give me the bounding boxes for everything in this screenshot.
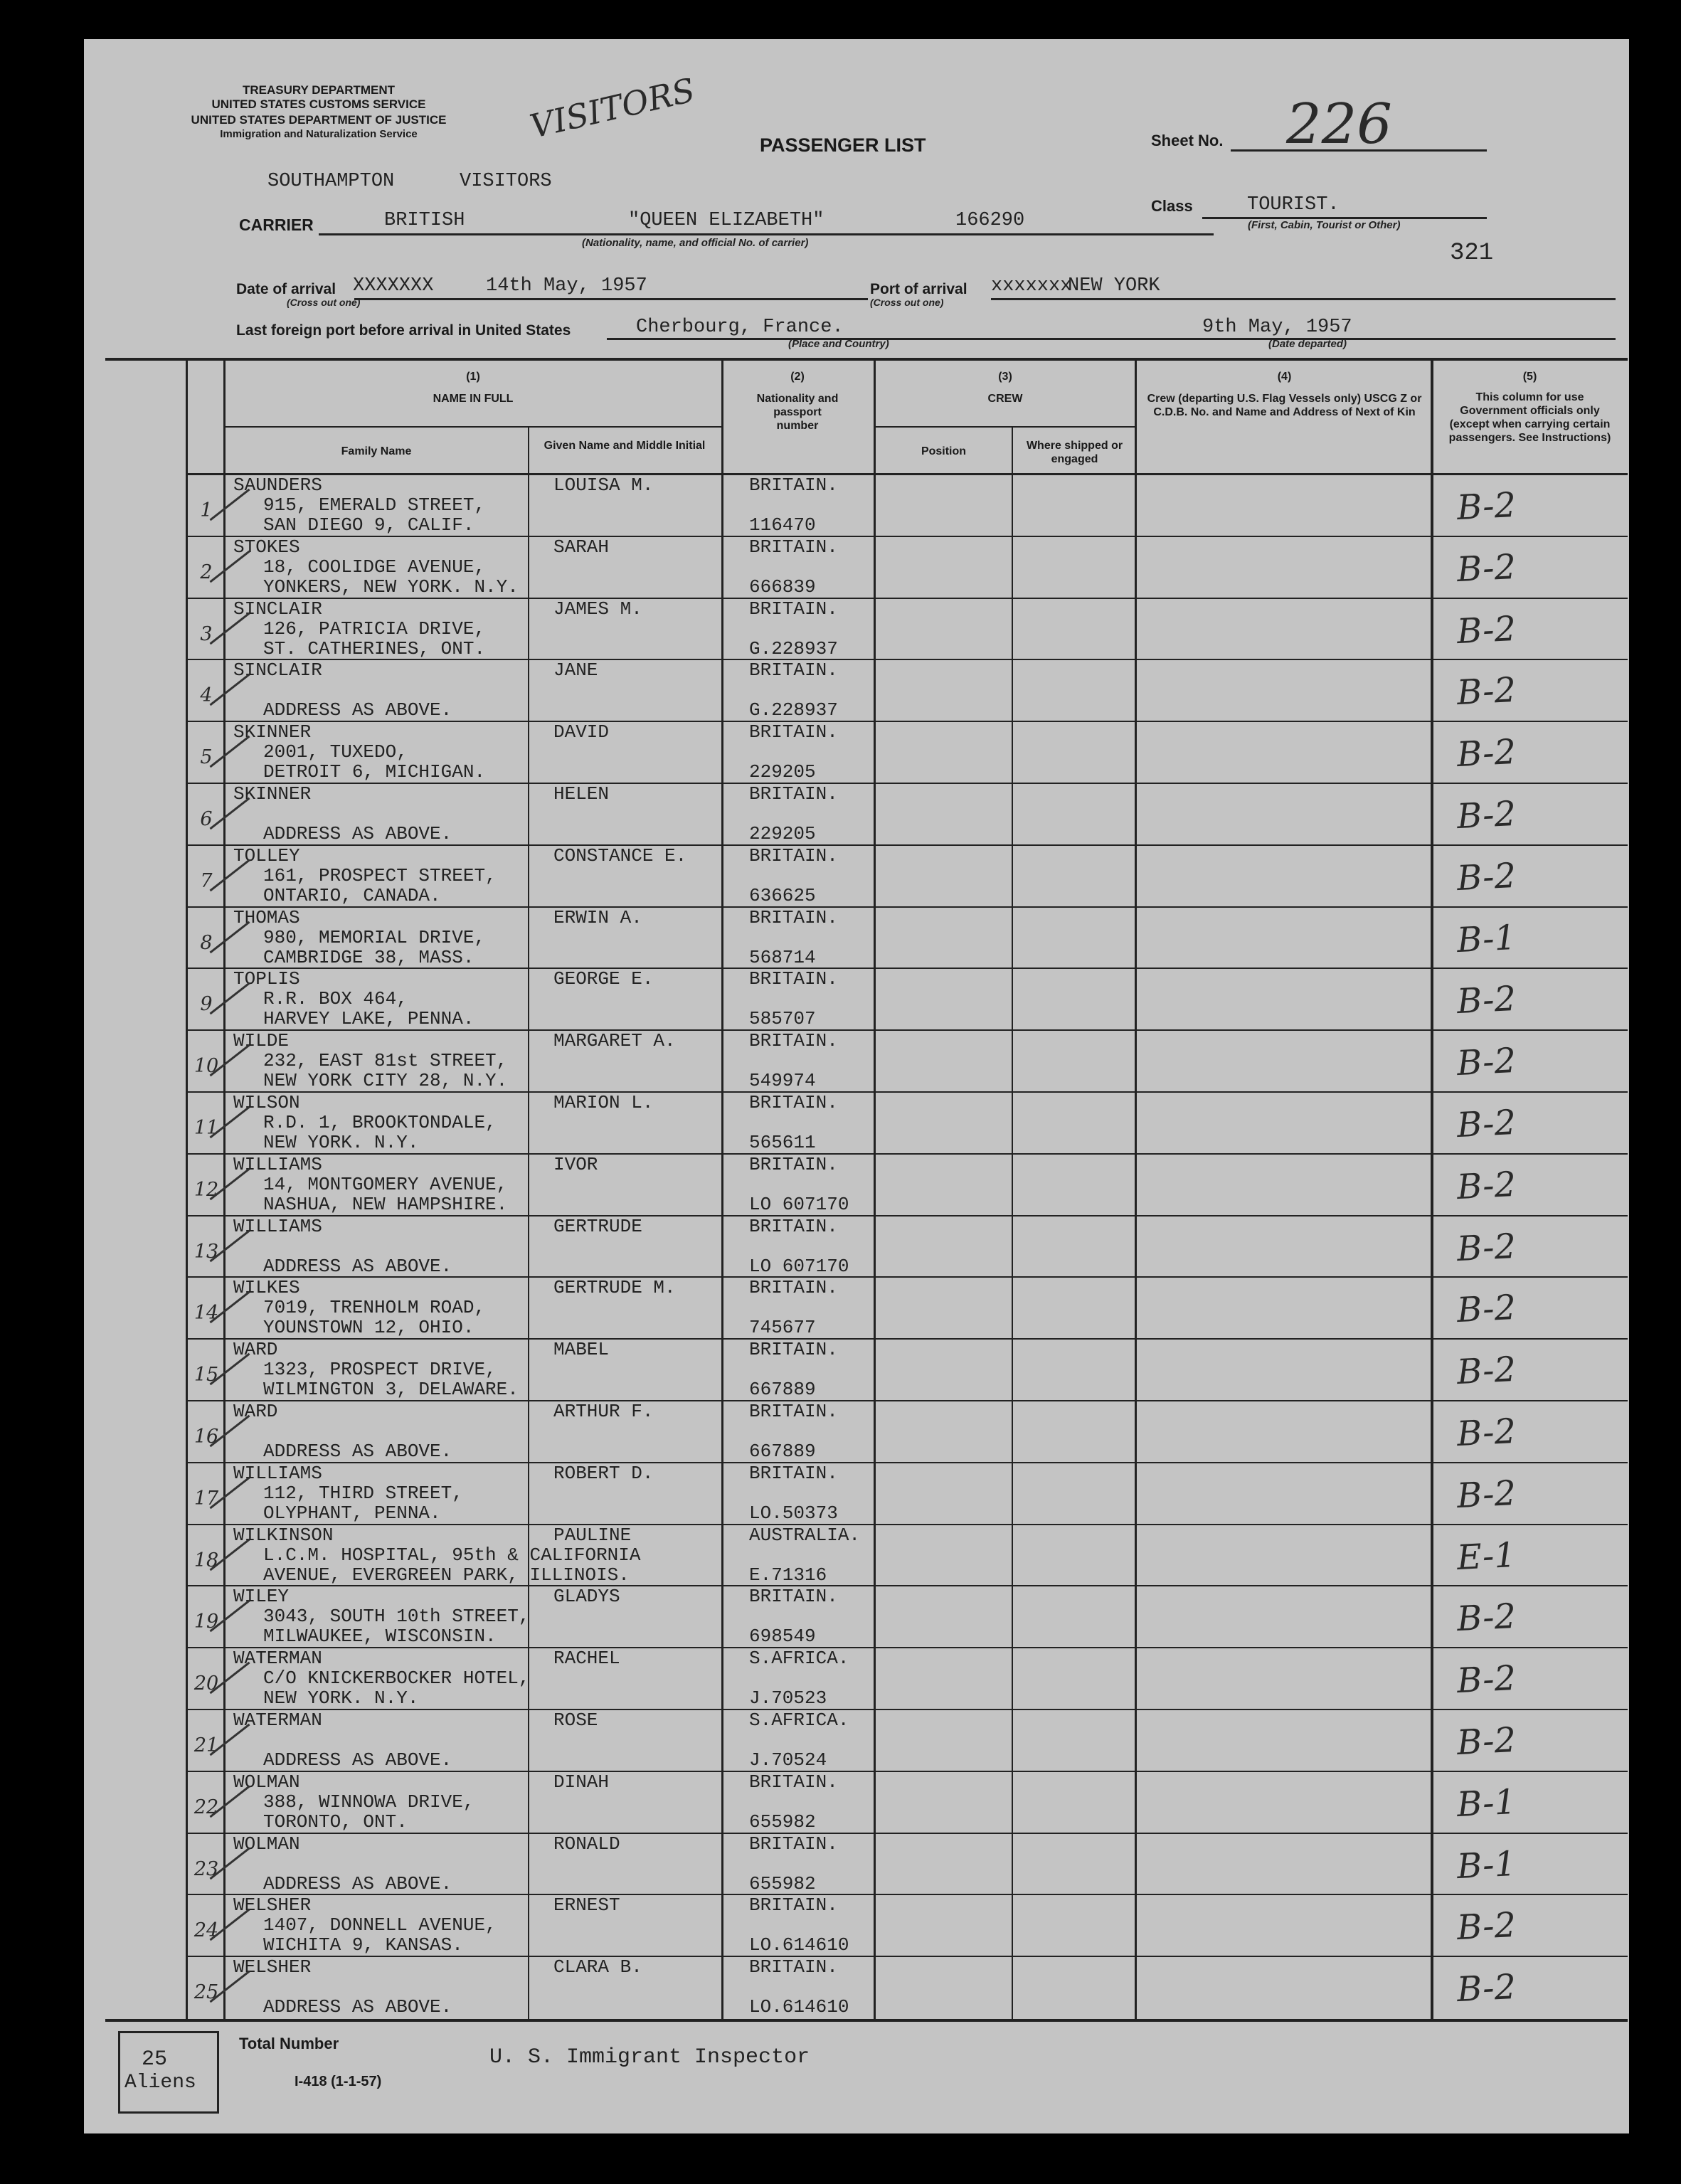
table-row — [84, 846, 1629, 908]
family-name: TOLLEY — [233, 844, 300, 866]
nationality: BRITAIN. — [749, 1586, 838, 1608]
visa-class: B-1 — [1455, 917, 1517, 960]
nationality: BRITAIN. — [749, 1771, 838, 1793]
class-label: Class — [1151, 197, 1193, 215]
total-box — [118, 2031, 219, 2114]
given-name: PAULINE — [553, 1524, 632, 1546]
table-row — [84, 1525, 1629, 1587]
family-name: WATERMAN — [233, 1648, 322, 1670]
nationality: BRITAIN. — [749, 968, 838, 990]
passport-number: 667889 — [749, 1441, 816, 1462]
agency-line-2: UNITED STATES CUSTOMS SERVICE — [211, 97, 426, 111]
address-line-1: 161, PROSPECT STREET, — [263, 864, 497, 886]
address-line-1: 126, PATRICIA DRIVE, — [263, 617, 486, 640]
port-crossed-out: xxxxxxx — [991, 275, 1072, 297]
date-departed-rule — [1103, 338, 1616, 340]
address-line-1: 388, WINNOWA DRIVE, — [263, 1791, 474, 1813]
passport-number: 655982 — [749, 1872, 816, 1894]
date-departed-caption: (Date departed) — [1268, 338, 1347, 350]
nationality: BRITAIN. — [749, 906, 838, 928]
family-name: WILEY — [233, 1586, 290, 1608]
address-line-2: MILWAUKEE, WISCONSIN. — [263, 1626, 497, 1648]
table-row — [84, 660, 1629, 722]
passport-number: 549974 — [749, 1070, 816, 1092]
row-number: 15 — [193, 1364, 219, 1387]
family-name: WELSHER — [233, 1956, 312, 1978]
port-rule — [991, 298, 1616, 300]
table-row — [84, 908, 1629, 970]
family-name: TOPLIS — [233, 968, 300, 990]
family-name: WELSHER — [233, 1894, 312, 1917]
family-name-header: Family Name — [341, 445, 412, 457]
total-count: 25 — [142, 2047, 168, 2072]
visa-class: B-2 — [1455, 1596, 1517, 1640]
column-2-header — [731, 370, 864, 433]
address-line-1: 980, MEMORIAL DRIVE, — [263, 926, 486, 948]
passport-number: LO.614610 — [749, 1996, 849, 2018]
inspector-line: U. S. Immigrant Inspector — [489, 2045, 810, 2069]
row-number: 21 — [193, 1734, 219, 1756]
last-port-value: Cherbourg, France. — [636, 317, 844, 338]
passport-number: 698549 — [749, 1626, 816, 1648]
address-line-2: CAMBRIDGE 38, MASS. — [263, 946, 474, 968]
passport-number: 636625 — [749, 884, 816, 906]
given-name: GERTRUDE M. — [553, 1277, 676, 1299]
address-line-2: AVENUE, EVERGREEN PARK, ILLINOIS. — [263, 1564, 630, 1586]
address-line-2: WICHITA 9, KANSAS. — [263, 1934, 463, 1956]
address-line-1: 112, THIRD STREET, — [263, 1482, 463, 1504]
visa-class: B-2 — [1455, 1226, 1517, 1269]
sheet-label: Sheet No. — [1151, 132, 1224, 149]
arrival-port: NEW YORK — [1068, 275, 1160, 297]
passport-number: 116470 — [749, 514, 816, 536]
class-value: TOURIST. — [1247, 194, 1340, 216]
address-line-1: 232, EAST 81st STREET, — [263, 1050, 508, 1072]
family-name: WILLIAMS — [233, 1215, 322, 1237]
family-name: SAUNDERS — [233, 475, 322, 496]
row-number: 2 — [200, 561, 213, 583]
table-row — [84, 1093, 1629, 1155]
address-line-2: SAN DIEGO 9, CALIF. — [263, 514, 474, 536]
passport-number: J.70524 — [749, 1749, 827, 1771]
agency-header — [120, 83, 518, 142]
column-5-header — [1436, 370, 1624, 445]
date-crossed-out: XXXXXXX — [353, 275, 434, 297]
family-name: WARD — [233, 1401, 278, 1422]
row-number: 5 — [200, 746, 213, 769]
address-line-2: YOUNSTOWN 12, OHIO. — [263, 1317, 474, 1339]
family-name: SKINNER — [233, 721, 312, 743]
address-line-2: WILMINGTON 3, DELAWARE. — [263, 1379, 519, 1401]
nationality: BRITAIN. — [749, 659, 838, 682]
family-name: WILDE — [233, 1030, 290, 1052]
table-top-rule — [105, 358, 1628, 361]
where-shipped-header: Where shipped or engaged — [1026, 440, 1123, 465]
passport-number: 568714 — [749, 946, 816, 968]
passport-number: LO.50373 — [749, 1502, 838, 1524]
crew-subheader-rule — [876, 426, 1135, 428]
given-name: CONSTANCE E. — [553, 844, 687, 866]
nationality: BRITAIN. — [749, 475, 838, 496]
place-caption: (Place and Country) — [788, 338, 889, 350]
column-1-title: NAME IN FULL — [433, 393, 514, 405]
table-row — [84, 599, 1629, 661]
nationality: BRITAIN. — [749, 1030, 838, 1052]
address-line-2: ADDRESS AS ABOVE. — [263, 699, 452, 721]
nationality: BRITAIN. — [749, 1956, 838, 1978]
passport-number: 229205 — [749, 761, 816, 783]
date-departed: 9th May, 1957 — [1202, 317, 1352, 338]
address-line-1: 18, COOLIDGE AVENUE, — [263, 556, 486, 578]
row-number: 22 — [193, 1796, 219, 1818]
nationality: S.AFRICA. — [749, 1648, 849, 1670]
visitors-stamp: VISITORS — [526, 70, 699, 146]
nationality: BRITAIN. — [749, 598, 838, 620]
column-2-number: (2) — [790, 371, 805, 383]
address-line-1: R.D. 1, BROOKTONDALE, — [263, 1112, 497, 1133]
given-name: IVOR — [553, 1153, 598, 1175]
visa-class: B-1 — [1455, 1781, 1517, 1825]
table-row — [84, 1772, 1629, 1834]
family-name: WOLMAN — [233, 1771, 300, 1793]
family-name: SKINNER — [233, 783, 312, 805]
address-line-2: ADDRESS AS ABOVE. — [263, 1872, 452, 1894]
nationality: BRITAIN. — [749, 1215, 838, 1237]
row-number: 3 — [200, 622, 213, 645]
carrier-official-number: 166290 — [955, 210, 1025, 231]
arrival-date: 14th May, 1957 — [486, 275, 647, 297]
nationality: S.AFRICA. — [749, 1709, 849, 1731]
row-number: 6 — [200, 808, 213, 830]
family-name: WILKES — [233, 1277, 300, 1299]
given-name: RONALD — [553, 1833, 620, 1855]
row-number: 16 — [193, 1426, 219, 1448]
given-name: ROSE — [553, 1709, 598, 1731]
visa-class: B-2 — [1455, 1967, 1517, 2010]
table-row — [84, 969, 1629, 1031]
nationality: BRITAIN. — [749, 1401, 838, 1422]
nationality: BRITAIN. — [749, 783, 838, 805]
nationality: AUSTRALIA. — [749, 1524, 861, 1546]
table-row — [84, 784, 1629, 846]
nationality: BRITAIN. — [749, 1153, 838, 1175]
total-unit: Aliens — [124, 2072, 196, 2094]
column-3-title: CREW — [987, 393, 1023, 405]
visa-class: B-2 — [1455, 1288, 1517, 1331]
row-number: 13 — [193, 1240, 219, 1263]
row-number: 25 — [193, 1981, 219, 2004]
row-number: 7 — [200, 869, 213, 892]
family-name: THOMAS — [233, 906, 300, 928]
address-line-2: NEW YORK. N.Y. — [263, 1687, 419, 1709]
family-name: SINCLAIR — [233, 598, 322, 620]
passport-number: J.70523 — [749, 1687, 827, 1709]
nationality: BRITAIN. — [749, 844, 838, 866]
address-line-2: NEW YORK CITY 28, N.Y. — [263, 1070, 508, 1092]
column-4-number: (4) — [1277, 371, 1292, 383]
passport-number: 655982 — [749, 1811, 816, 1833]
table-row — [84, 1710, 1629, 1772]
address-line-1: 915, EMERALD STREET, — [263, 494, 486, 516]
given-name: CLARA B. — [553, 1956, 642, 1978]
visa-class: B-2 — [1455, 1350, 1517, 1393]
row-number: 10 — [193, 1055, 219, 1078]
row-number: 11 — [193, 1117, 219, 1139]
table-row — [84, 537, 1629, 599]
visa-class: B-2 — [1455, 979, 1517, 1022]
address-line-2: ONTARIO, CANADA. — [263, 884, 441, 906]
table-row — [84, 1216, 1629, 1278]
address-line-2: OLYPHANT, PENNA. — [263, 1502, 441, 1524]
position-header: Position — [921, 445, 967, 457]
visa-class: B-2 — [1455, 1658, 1517, 1702]
date-cross-caption: (Cross out one) — [287, 297, 361, 308]
address-line-2: ST. CATHERINES, ONT. — [263, 637, 486, 659]
row-number: 8 — [200, 931, 213, 954]
row-number: 24 — [193, 1919, 219, 1942]
carrier-rule — [319, 233, 1214, 235]
family-name: SINCLAIR — [233, 659, 322, 682]
address-line-2: DETROIT 6, MICHIGAN. — [263, 761, 486, 783]
table-row — [84, 1340, 1629, 1401]
visa-class: B-2 — [1455, 1473, 1517, 1516]
given-name: ERNEST — [553, 1894, 620, 1917]
given-name-header: Given Name and Middle Initial — [543, 440, 706, 452]
column-1-number: (1) — [466, 371, 480, 383]
given-name: GERTRUDE — [553, 1215, 642, 1237]
passenger-list-sheet — [84, 39, 1629, 2133]
column-4-header — [1144, 370, 1425, 419]
passport-number: 745677 — [749, 1317, 816, 1339]
passport-number: LO 607170 — [749, 1193, 849, 1215]
table-row — [84, 475, 1629, 537]
nationality: BRITAIN. — [749, 1462, 838, 1484]
date-label: Date of arrival — [236, 281, 336, 297]
given-name: ERWIN A. — [553, 906, 642, 928]
visa-class: B-2 — [1455, 546, 1517, 590]
row-number: 23 — [193, 1857, 219, 1880]
table-bottom-rule — [105, 2019, 1628, 2022]
given-name: JAMES M. — [553, 598, 642, 620]
given-name: MARGARET A. — [553, 1030, 676, 1052]
family-name: WATERMAN — [233, 1709, 322, 1731]
address-line-1: 3043, SOUTH 10th STREET, — [263, 1606, 530, 1628]
carrier-caption: (Nationality, name, and official No. of carrier) — [582, 237, 809, 249]
agency-line-1: TREASURY DEPARTMENT — [242, 83, 396, 97]
carrier-nationality: BRITISH — [384, 210, 465, 231]
row-number: 4 — [200, 684, 213, 707]
visa-class: B-2 — [1455, 1719, 1517, 1764]
given-name: ARTHUR F. — [553, 1401, 654, 1422]
given-name: GLADYS — [553, 1586, 620, 1608]
carrier-label: CARRIER — [239, 216, 314, 234]
table-row — [84, 1031, 1629, 1093]
row-number: 17 — [193, 1487, 219, 1510]
visa-class: B-2 — [1455, 1411, 1517, 1455]
given-name: MABEL — [553, 1339, 610, 1361]
column-5-number: (5) — [1522, 371, 1537, 383]
table-row — [84, 1586, 1629, 1648]
last-port-label: Last foreign port before arrival in United States — [236, 322, 571, 339]
address-line-1: C/O KNICKERBOCKER HOTEL, — [263, 1668, 530, 1690]
given-name: JANE — [553, 659, 598, 682]
address-line-1: 1407, DONNELL AVENUE, — [263, 1914, 497, 1936]
passport-number: G.228937 — [749, 637, 838, 659]
passport-number: G.228937 — [749, 699, 838, 721]
table-row — [84, 1895, 1629, 1957]
given-name: LOUISA M. — [553, 475, 654, 496]
row-number: 18 — [193, 1549, 219, 1571]
name-subheader-rule — [225, 426, 721, 428]
table-row — [84, 1648, 1629, 1710]
visa-class: B-2 — [1455, 608, 1517, 652]
column-4-title: Crew (departing U.S. Flag Vessels only) USCG Z or C.D.B. No. and Name and Address of Next of Kin — [1147, 393, 1422, 418]
agency-line-4: Immigration and Naturalization Service — [220, 128, 418, 140]
table-row — [84, 1401, 1629, 1463]
address-line-2: ADDRESS AS ABOVE. — [263, 1255, 452, 1277]
nationality: BRITAIN. — [749, 1833, 838, 1855]
column-3-number: (3) — [998, 371, 1012, 383]
port-label: Port of arrival — [870, 281, 967, 297]
carrier-name: "QUEEN ELIZABETH" — [628, 210, 824, 231]
passport-number: 667889 — [749, 1379, 816, 1401]
visa-class: B-2 — [1455, 1164, 1517, 1207]
column-2-title: Nationality and passport number — [756, 393, 839, 432]
address-line-1: 1323, PROSPECT DRIVE, — [263, 1359, 497, 1381]
visa-class: B-2 — [1455, 1905, 1517, 1949]
family-name: WILLIAMS — [233, 1462, 322, 1484]
nationality: BRITAIN. — [749, 721, 838, 743]
address-line-2: NASHUA, NEW HAMPSHIRE. — [263, 1193, 508, 1215]
passport-number: 565611 — [749, 1132, 816, 1153]
nationality: BRITAIN. — [749, 1277, 838, 1299]
address-line-2: TORONTO, ONT. — [263, 1811, 408, 1833]
visa-class: B-1 — [1455, 1843, 1517, 1887]
address-line-2: ADDRESS AS ABOVE. — [263, 1996, 452, 2018]
form-number: I-418 (1-1-57) — [295, 2074, 382, 2089]
visa-class: B-2 — [1455, 732, 1517, 775]
address-line-1: R.R. BOX 464, — [263, 988, 408, 1010]
passport-number: LO 607170 — [749, 1255, 849, 1277]
address-line-1: 2001, TUXEDO, — [263, 741, 408, 763]
address-line-2: ADDRESS AS ABOVE. — [263, 1749, 452, 1771]
row-number: 12 — [193, 1178, 219, 1201]
class-caption: (First, Cabin, Tourist or Other) — [1248, 219, 1401, 231]
address-line-1: 14, MONTGOMERY AVENUE, — [263, 1173, 508, 1195]
visa-class: B-2 — [1455, 1102, 1517, 1146]
family-name: WOLMAN — [233, 1833, 300, 1855]
total-label: Total Number — [239, 2035, 339, 2052]
passport-number: 229205 — [749, 823, 816, 844]
given-name: MARION L. — [553, 1092, 654, 1113]
passport-number: E.71316 — [749, 1564, 827, 1586]
given-name: DAVID — [553, 721, 610, 743]
family-name: WILKINSON — [233, 1524, 334, 1546]
given-name: GEORGE E. — [553, 968, 654, 990]
family-name: WARD — [233, 1339, 278, 1361]
passport-number: 585707 — [749, 1008, 816, 1030]
list-category: VISITORS — [460, 171, 552, 192]
nationality: BRITAIN. — [749, 536, 838, 558]
agency-line-3: UNITED STATES DEPARTMENT OF JUSTICE — [191, 113, 447, 127]
date-rule — [354, 298, 868, 300]
address-line-2: HARVEY LAKE, PENNA. — [263, 1008, 474, 1030]
list-number: 321 — [1450, 240, 1494, 267]
nationality: BRITAIN. — [749, 1339, 838, 1361]
origin-port: SOUTHAMPTON — [267, 171, 395, 192]
address-line-2: ADDRESS AS ABOVE. — [263, 1441, 452, 1462]
visa-class: B-2 — [1455, 855, 1517, 898]
sheet-number: 226 — [1286, 92, 1392, 157]
given-name: SARAH — [553, 536, 610, 558]
address-line-1: L.C.M. HOSPITAL, 95th & CALIFORNIA — [263, 1544, 641, 1566]
given-name: DINAH — [553, 1771, 610, 1793]
row-number: 14 — [193, 1302, 219, 1325]
family-name: WILLIAMS — [233, 1153, 322, 1175]
nationality: BRITAIN. — [749, 1894, 838, 1917]
table-row — [84, 722, 1629, 784]
row-number: 19 — [193, 1611, 219, 1633]
given-name: ROBERT D. — [553, 1462, 654, 1484]
column-3-header — [876, 370, 1135, 405]
row-number: 1 — [200, 499, 213, 521]
row-number: 9 — [200, 993, 213, 1016]
table-row — [84, 1463, 1629, 1525]
column-5-title: This column for use Government officials only (except when carrying certain passengers. See Instructions) — [1448, 391, 1611, 444]
port-cross-caption: (Cross out one) — [870, 297, 944, 308]
address-line-1: 7019, TRENHOLM ROAD, — [263, 1297, 486, 1319]
given-name: HELEN — [553, 783, 610, 805]
address-line-2: NEW YORK. N.Y. — [263, 1132, 419, 1153]
table-row — [84, 1155, 1629, 1216]
family-name: STOKES — [233, 536, 300, 558]
row-number: 20 — [193, 1673, 219, 1695]
table-row — [84, 1834, 1629, 1896]
table-row — [84, 1278, 1629, 1340]
given-name: RACHEL — [553, 1648, 620, 1670]
visa-class: B-2 — [1455, 670, 1517, 714]
column-1-header — [225, 370, 721, 405]
visa-class: B-2 — [1455, 1041, 1517, 1084]
visa-class: B-2 — [1455, 484, 1517, 529]
passport-number: 666839 — [749, 576, 816, 598]
visa-class: E-1 — [1455, 1534, 1517, 1578]
nationality: BRITAIN. — [749, 1092, 838, 1113]
form-title: PASSENGER LIST — [760, 134, 926, 156]
table-row — [84, 1957, 1629, 2019]
address-line-2: YONKERS, NEW YORK. N.Y. — [263, 576, 519, 598]
visa-class: B-2 — [1455, 793, 1517, 837]
passport-number: LO.614610 — [749, 1934, 849, 1956]
address-line-2: ADDRESS AS ABOVE. — [263, 823, 452, 844]
family-name: WILSON — [233, 1092, 300, 1113]
